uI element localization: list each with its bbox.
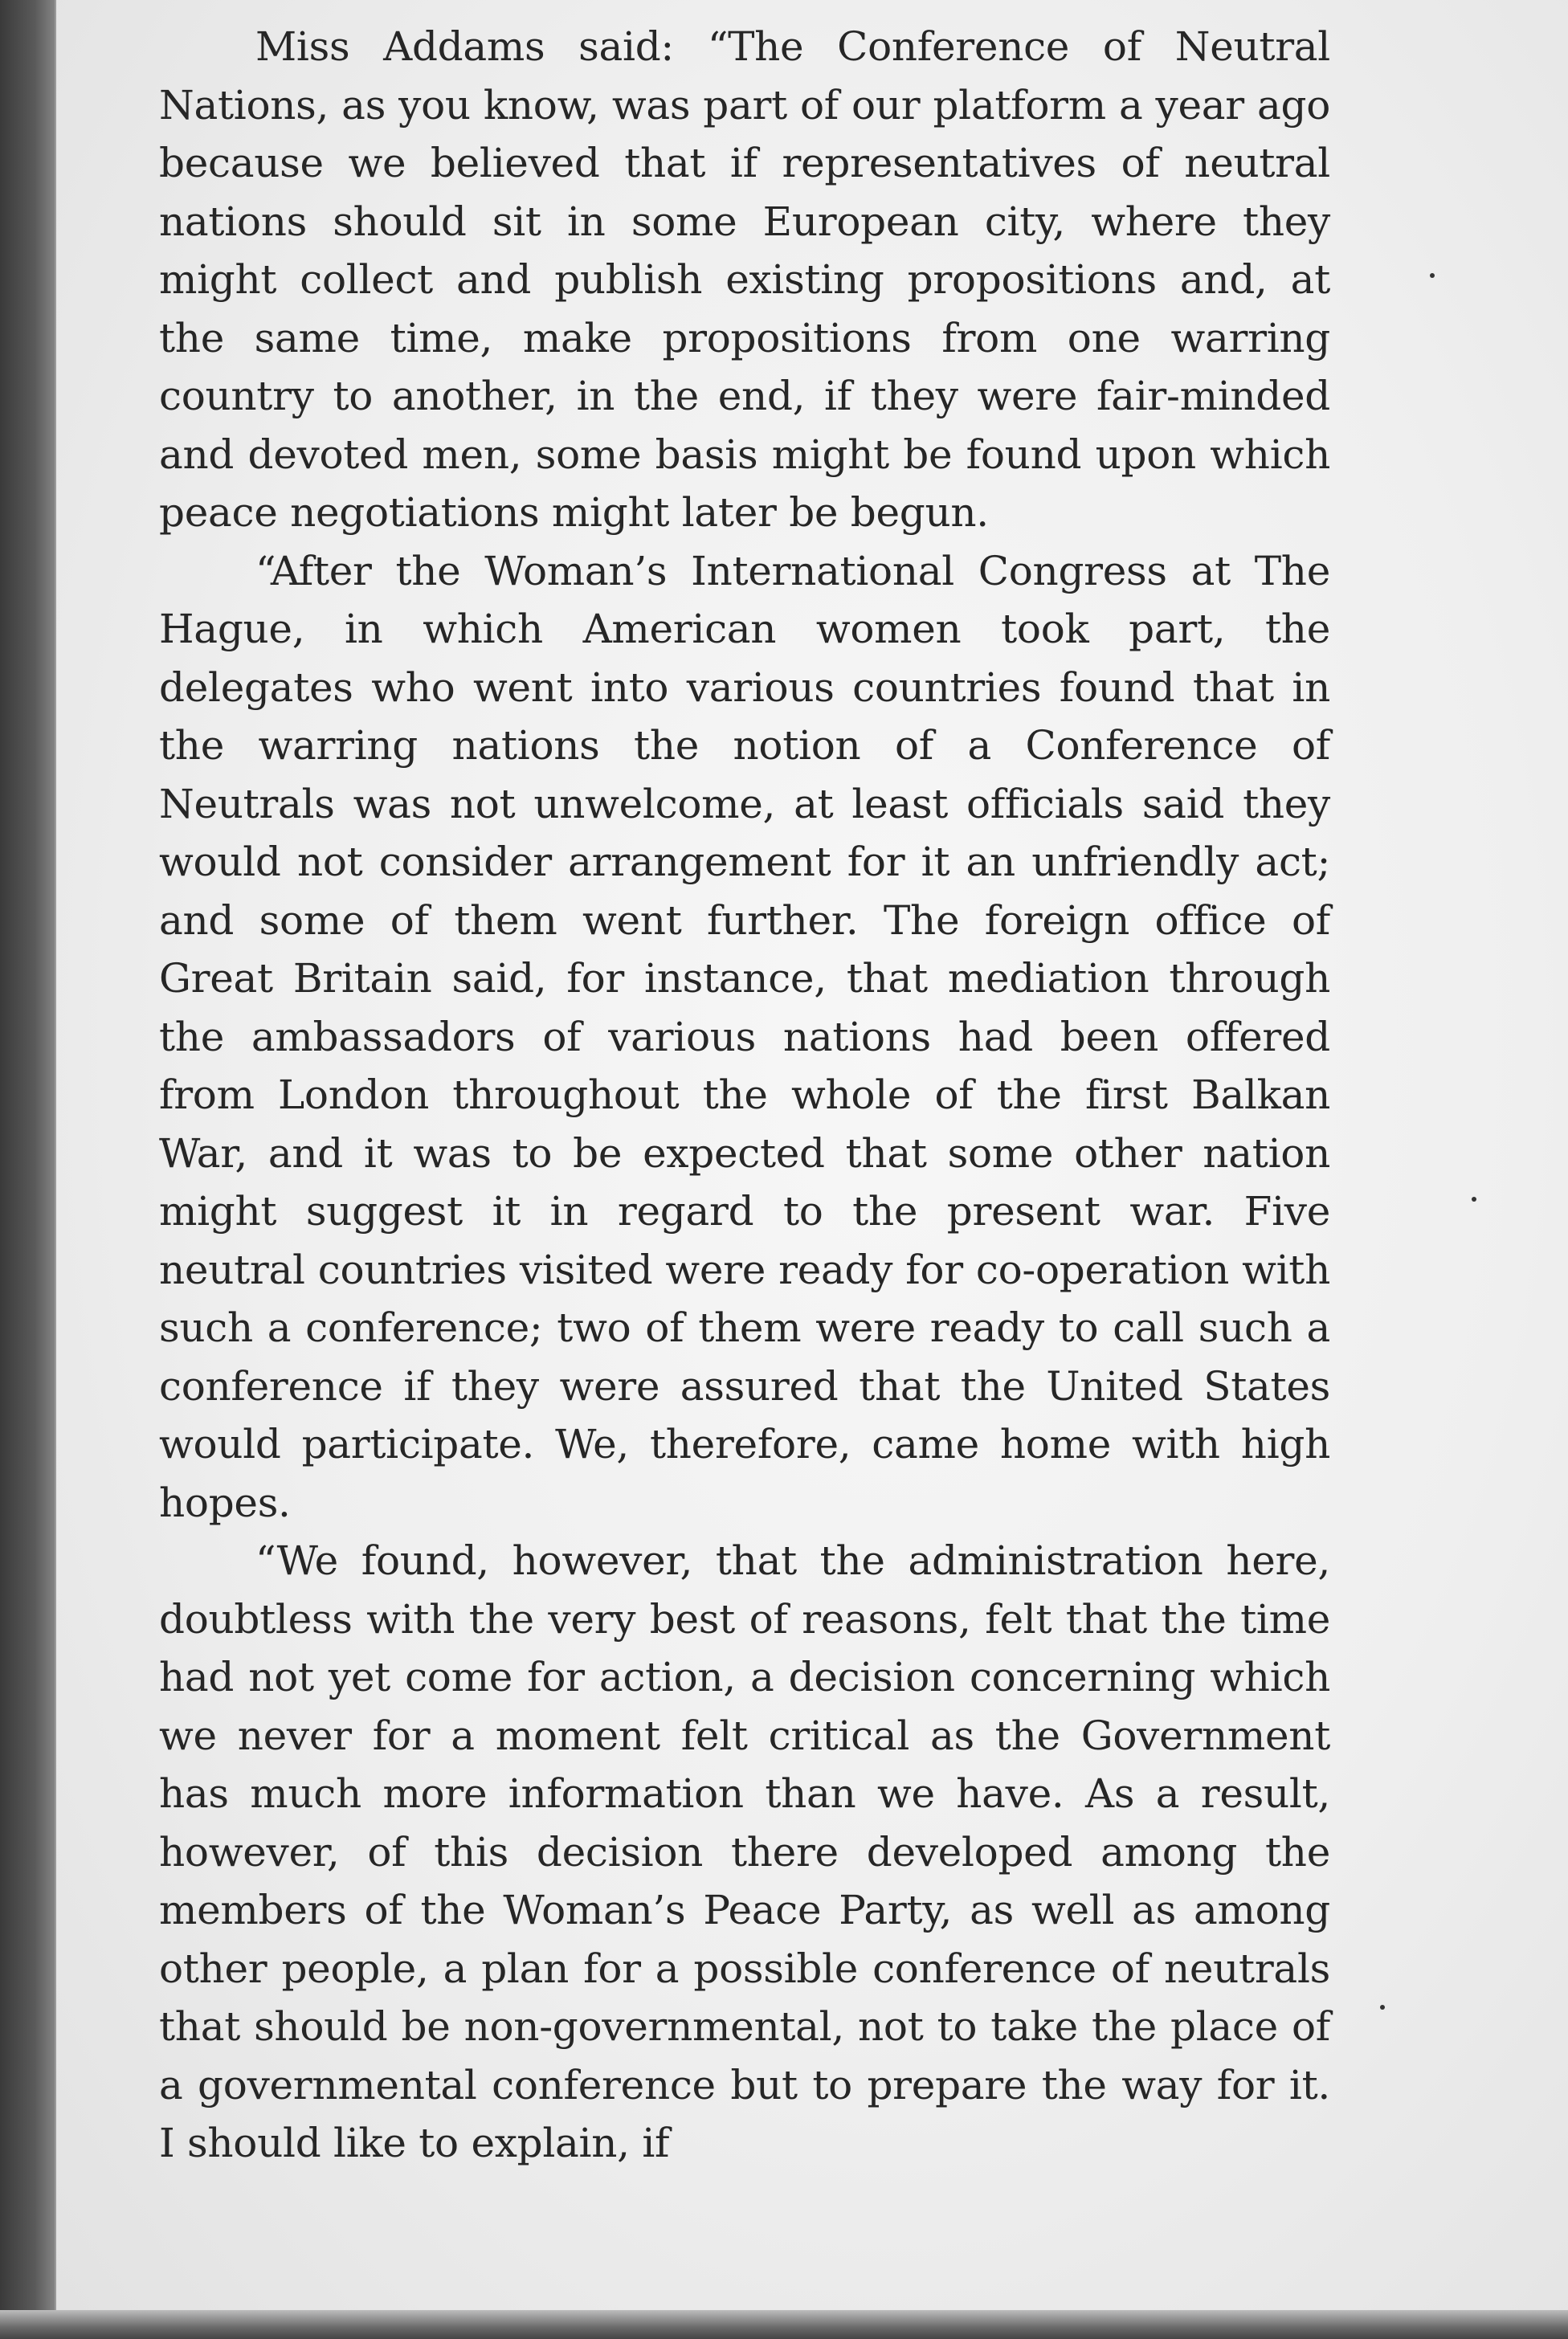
- body-text: [159, 18, 1330, 2173]
- ink-speck: [1380, 2005, 1385, 2010]
- scan-bottom-margin: [0, 2310, 1568, 2339]
- ink-speck: [1430, 273, 1435, 278]
- paragraph-2: “After the Woman’s International Congress at The Hague, in which American women took part, the delegates who went into various countries found that in the warring nations the notion of a Conference of Neutrals was not unwelcome, at least officials said they would not consider arrangement for it an unfriendly act; and some of them went further. The foreign office of Great Britain said, for instance, that mediation through the ambassadors of various nations had been offered from London throughout the whole of the first Balkan War, and it was to be expected that some other nation might suggest it in regard to the present war. Five neutral countries visited were ready for co-operation with such a conference; two of them were ready to call such a conference if they were assured that the United States would participate. We, therefore, came home with high hopes.: [159, 547, 1330, 1526]
- ink-speck: [1472, 1197, 1476, 1202]
- paragraph-1: Miss Addams said: “The Conference of Neutral Nations, as you know, was part of our platform a year ago because we believed that if representatives of neutral nations should sit in some European city, where they might collect and publish existing propositions and, at the same time, make propositions from one warring country to another, in the end, if they were fair-minded and devoted men, some basis might be found upon which peace negotiations might later be begun.: [159, 23, 1330, 536]
- scan-left-margin: [0, 0, 58, 2339]
- paragraph-3: “We found, however, that the administration here, doubtless with the very best of reasons, felt that the time had not yet come for action, a decision concerning which we never for a moment felt critical as the Government has much more information than we have. As a result, however, of this decision there developed among the members of the Woman’s Peace Party, as well as among other people, a plan for a possible conference of neutrals that should be non-governmental, not to take the place of a governmental conference but to prepare the way for it. I should like to explain, if: [159, 1537, 1330, 2166]
